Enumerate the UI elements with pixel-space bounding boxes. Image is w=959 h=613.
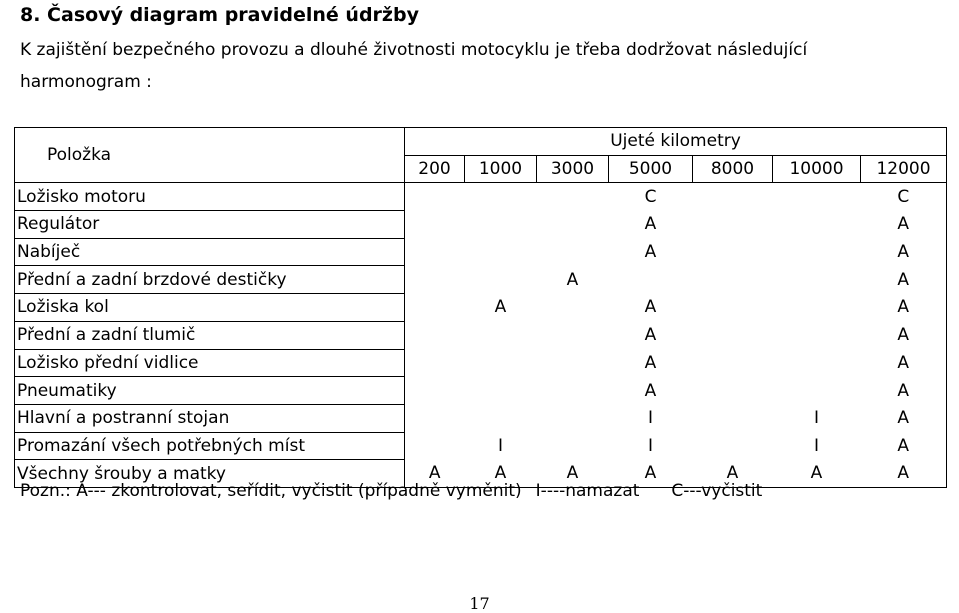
schedule-cell — [693, 238, 773, 266]
schedule-cell — [537, 432, 609, 460]
schedule-cell — [537, 404, 609, 432]
schedule-cell — [693, 266, 773, 294]
table-row — [15, 294, 947, 322]
item-column-header: Položka — [15, 128, 405, 183]
schedule-cell — [693, 211, 773, 239]
schedule-cell — [693, 432, 773, 460]
schedule-cell — [405, 211, 465, 239]
schedule-cell — [773, 183, 861, 211]
row-item-label: Pneumatiky — [15, 377, 405, 405]
row-item-label: Přední a zadní brzdové destičky — [15, 266, 405, 294]
table-row — [15, 432, 947, 460]
schedule-cell — [465, 238, 537, 266]
schedule-cell: A — [861, 432, 947, 460]
schedule-cell — [693, 377, 773, 405]
schedule-cell — [537, 211, 609, 239]
table-row — [15, 183, 947, 211]
table-row — [15, 404, 947, 432]
schedule-cell — [405, 377, 465, 405]
schedule-cell: C — [861, 183, 947, 211]
schedule-cell — [405, 321, 465, 349]
km-column-4: 8000 — [693, 155, 773, 183]
schedule-cell: A — [537, 460, 609, 488]
schedule-cell — [405, 404, 465, 432]
schedule-cell — [405, 238, 465, 266]
schedule-cell — [465, 377, 537, 405]
schedule-cell — [693, 183, 773, 211]
km-column-6: 12000 — [861, 155, 947, 183]
schedule-cell: A — [644, 380, 657, 401]
schedule-cell: A — [644, 242, 657, 263]
row-item-label: Nabíječ — [15, 238, 405, 266]
schedule-cell — [405, 432, 465, 460]
intro-paragraph: K zajištění bezpečného provozu a dlouhé životnosti motocyklu je třeba dodržovat následující harmonogram : — [20, 40, 808, 92]
row-item-label: Regulátor — [15, 211, 405, 239]
schedule-cell — [773, 294, 861, 322]
schedule-cell — [773, 238, 861, 266]
table-row — [15, 349, 947, 377]
table-row — [15, 238, 947, 266]
schedule-cell: A — [465, 460, 537, 488]
schedule-cell: A — [773, 460, 861, 488]
schedule-cell: C — [644, 186, 657, 207]
km-column-0: 200 — [405, 155, 465, 183]
schedule-cell: A — [405, 460, 465, 488]
table-row — [15, 266, 947, 294]
schedule-cell — [773, 377, 861, 405]
schedule-cell: A — [861, 211, 947, 239]
km-column-3: 5000 — [609, 155, 693, 183]
schedule-cell — [537, 238, 609, 266]
schedule-cell — [405, 183, 465, 211]
schedule-cell: I — [813, 408, 819, 429]
schedule-cell: I — [813, 435, 819, 456]
page-number: 17 — [469, 594, 490, 613]
row-item-label: Ložisko přední vidlice — [15, 349, 405, 377]
schedule-cell: A — [861, 321, 947, 349]
km-column-1: 1000 — [465, 155, 537, 183]
schedule-cell: A — [644, 325, 657, 346]
schedule-cell — [537, 321, 609, 349]
section-title: 8. Časový diagram pravidelné údržby — [20, 4, 419, 26]
schedule-cell: I — [647, 435, 653, 456]
schedule-cell: A — [861, 238, 947, 266]
schedule-cell: I — [497, 435, 503, 456]
schedule-cell: I — [647, 408, 653, 429]
schedule-cell — [405, 349, 465, 377]
schedule-cell — [773, 349, 861, 377]
schedule-cell — [773, 321, 861, 349]
schedule-cell: A — [861, 404, 947, 432]
schedule-cell: A — [609, 460, 693, 488]
schedule-cell — [405, 294, 465, 322]
row-item-label: Všechny šrouby a matky — [15, 460, 405, 488]
legend-note — [20, 481, 762, 501]
schedule-cell — [537, 377, 609, 405]
row-item-label: Promazání všech potřebných míst — [15, 432, 405, 460]
schedule-cell — [693, 349, 773, 377]
schedule-cell — [465, 404, 537, 432]
table-row — [15, 321, 947, 349]
km-column-header: Ujeté kilometry — [405, 128, 947, 156]
km-column-2: 3000 — [537, 155, 609, 183]
schedule-cell: A — [861, 294, 947, 322]
schedule-cell — [773, 266, 861, 294]
schedule-cell — [405, 266, 465, 294]
schedule-cell — [537, 349, 609, 377]
schedule-cell — [693, 294, 773, 322]
schedule-cell — [465, 349, 537, 377]
row-item-label: Ložisko motoru — [15, 183, 405, 211]
schedule-cell — [465, 183, 537, 211]
schedule-cell: A — [861, 460, 947, 488]
schedule-cell: A — [693, 460, 773, 488]
schedule-cell: A — [494, 297, 507, 318]
schedule-cell: A — [861, 266, 947, 294]
schedule-cell: A — [644, 297, 657, 318]
legend-note-lubricate: I----namazat — [535, 481, 640, 501]
legend-note-main: Pozn.: A--- zkontrolovat, seřídit, vyčistit (případně vyměnit) — [20, 481, 522, 501]
schedule-cell — [537, 183, 609, 211]
schedule-cell — [693, 404, 773, 432]
row-item-label: Hlavní a postranní stojan — [15, 404, 405, 432]
maintenance-schedule-table — [14, 127, 947, 488]
table-row — [15, 377, 947, 405]
schedule-cell — [609, 266, 693, 294]
schedule-cell — [465, 321, 537, 349]
header-row-1 — [15, 128, 947, 156]
row-item-label: Přední a zadní tlumič — [15, 321, 405, 349]
schedule-cell — [537, 294, 609, 322]
table-row — [15, 211, 947, 239]
schedule-cell — [693, 321, 773, 349]
schedule-cell: A — [566, 269, 579, 290]
legend-note-clean: C---vyčistit — [671, 481, 763, 501]
schedule-cell: A — [861, 349, 947, 377]
schedule-cell: A — [644, 214, 657, 235]
schedule-cell: A — [861, 377, 947, 405]
schedule-cell — [465, 266, 537, 294]
schedule-cell — [773, 211, 861, 239]
schedule-cell: A — [644, 352, 657, 373]
km-column-5: 10000 — [773, 155, 861, 183]
row-item-label: Ložiska kol — [15, 294, 405, 322]
schedule-cell — [465, 211, 537, 239]
